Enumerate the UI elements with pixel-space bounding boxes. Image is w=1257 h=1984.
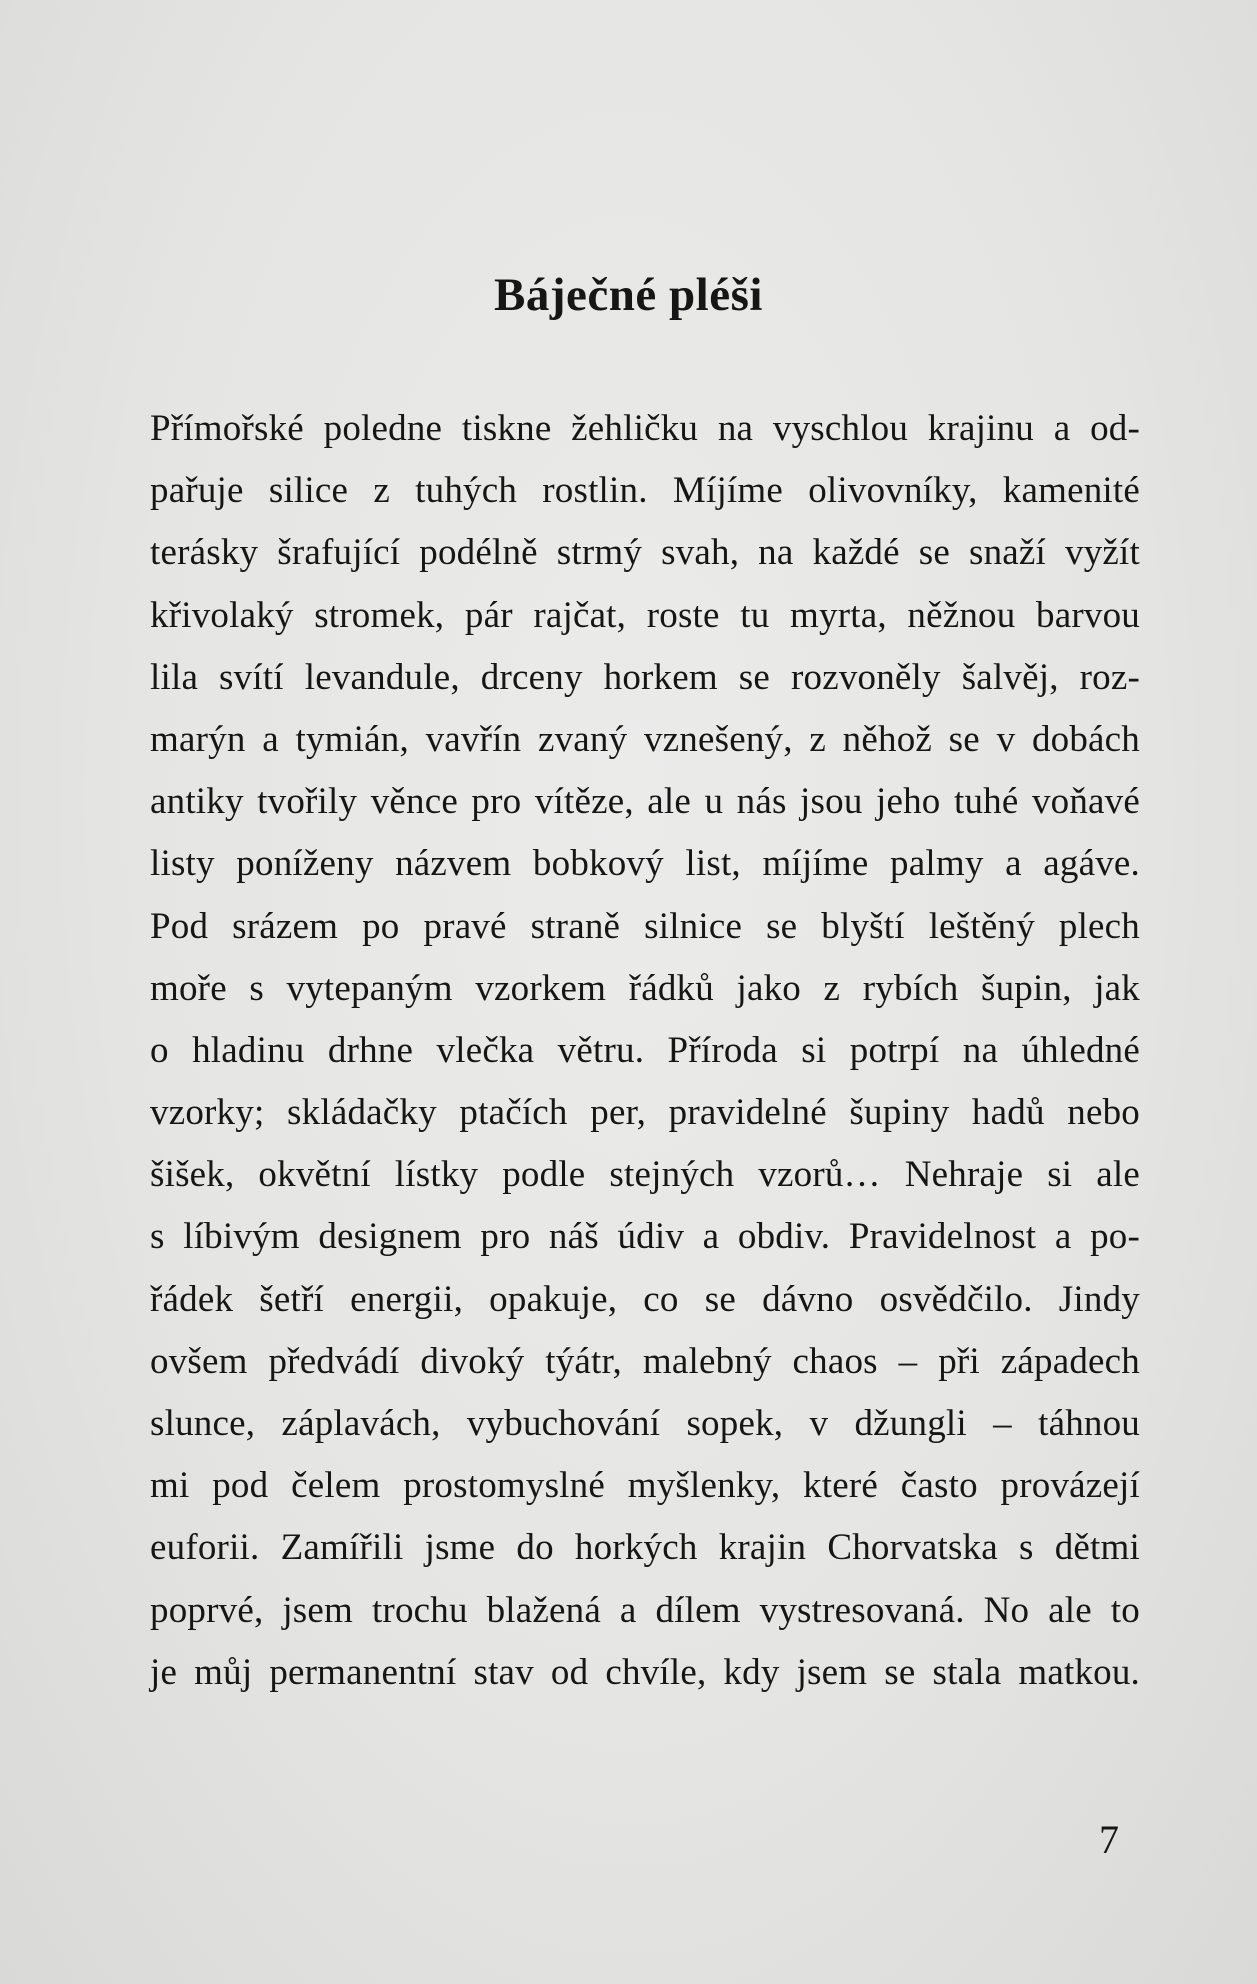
text-line: marýn a tymián, vavřín zvaný vznešený, z něhož se v dobách [150,718,1140,760]
text-line: Pod srázem po pravé straně silnice se blyští leštěný plech [150,905,1140,947]
text-line: vzorky; skládačky ptačích per, pravidelné šupiny hadů nebo [150,1092,1140,1134]
text-line: lila svítí levandule, drceny horkem se rozvoněly šalvěj, roz- [150,656,1140,698]
text-line: Přímořské poledne tiskne žehličku na vyschlou krajinu a od- [150,408,1140,449]
text-line: šišek, okvětní lístky podle stejných vzorů… Nehraje si ale [150,1154,1140,1196]
text-line: moře s vytepaným vzorkem řádků jako z rybích šupin, jak [150,967,1140,1009]
page-number: 7 [1099,1817,1119,1862]
text-line: mi pod čelem prostomyslné myšlenky, které často provázejí [150,1465,1140,1507]
text-line: ovšem předvádí divoký týátr, malebný chaos – při západech [150,1340,1140,1382]
text-line: listy poníženy názvem bobkový list, míjíme palmy a agáve. [150,843,1140,885]
text-line: poprvé, jsem trochu blažená a dílem vystresovaná. No ale to [150,1589,1140,1631]
text-line: křivolaký stromek, pár rajčat, roste tu myrta, něžnou barvou [150,594,1140,636]
chapter-title: Báječné pléši [494,269,763,321]
text-line: je můj permanentní stav od chvíle, kdy jsem se stala matkou. [150,1651,1140,1693]
text-line: slunce, záplavách, vybuchování sopek, v džungli – táhnou [150,1403,1140,1444]
text-line: antiky tvořily věnce pro vítěze, ale u nás jsou jeho tuhé voňavé [150,781,1140,823]
text-line: o hladinu drhne vlečka větru. Příroda si potrpí na úhledné [150,1029,1140,1071]
text-line: s líbivým designem pro náš údiv a obdiv. Pravidelnost a po- [150,1216,1140,1258]
text-line: euforii. Zamířili jsme do horkých krajin Chorvatska s dětmi [150,1527,1140,1569]
text-line: terásky šrafující podélně strmý svah, na každé se snaží vyžít [150,532,1140,574]
text-line: pařuje silice z tuhých rostlin. Míjíme olivovníky, kamenité [150,470,1140,512]
text-line: řádek šetří energii, opakuje, co se dávno osvědčilo. Jindy [150,1278,1140,1320]
body-paragraph [150,398,1140,1704]
